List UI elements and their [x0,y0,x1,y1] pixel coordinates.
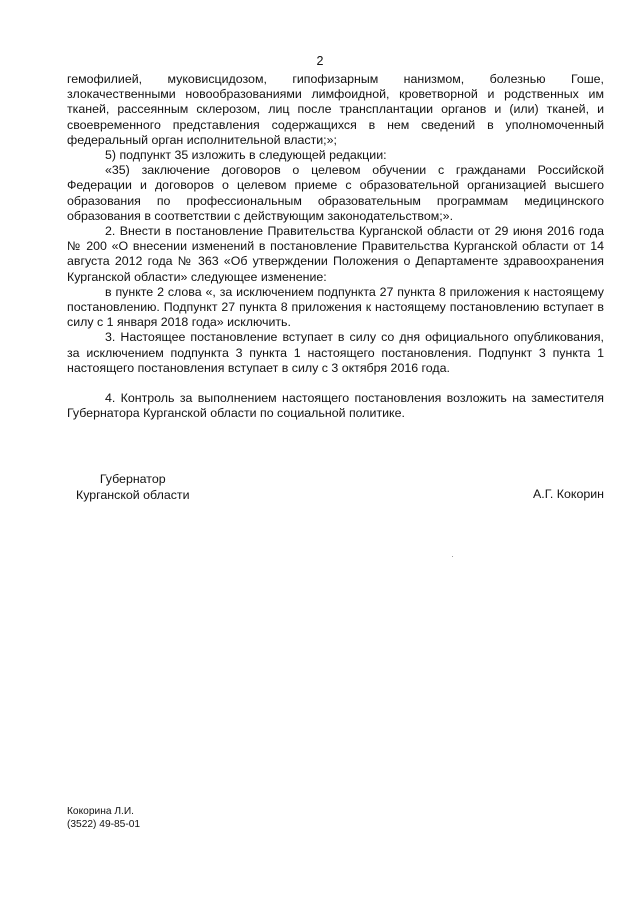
paragraph-subpoint-5: 5) подпункт 35 изложить в следующей редакции: [105,148,387,163]
paragraph-subpoint-35-text: «35) заключение договоров о целевом обучении с гражданами Российской Федерации и договоров о целевом приеме с образовательной организацией высшего образования по профессиональным образовательным программам медицинского образования в соответствии с действующим законодательством;». [67,163,604,223]
paragraph-item-2-change: в пункте 2 слова «, за исключением подпункта 27 пункта 8 приложения к настоящему постановлению. Подпункт 27 пункта 8 приложения к настоящему постановлению вступает в силу с 1 января 2018 года» исключить. [67,284,604,330]
paragraph-item-4: 4. Контроль за выполнением настоящего постановления возложить на заместителя Губернатора Курганской области по социальной политике. [67,391,604,421]
executor-phone: (3522) 49-85-01 [67,818,141,830]
signature-title-line2: Курганской области [76,487,190,502]
document-body [67,72,604,421]
page-number: 2 [316,54,324,68]
scan-speck [452,556,453,557]
signature-title [76,472,190,503]
executor-name: Кокорина Л.И. [67,806,134,817]
signature-name: А.Г. Кокорин [532,487,604,501]
paragraph-item-3: 3. Настоящее постановление вступает в силу со дня официального опубликования, за исключением подпункта 3 пункта 1 настоящего постановления. Подпункт 3 пункта 1 настоящего постановления вступает в силу с 3 октября 2016 года. [67,330,604,375]
signature-title-line1: Губернатор [99,472,166,486]
paragraph-item-2: 2. Внести в постановление Правительства Курганской области от 29 июня 2016 года № 200 «О внесении изменений в постановление Правительства Курганской области от 14 августа 2012 года № 363 «Об утверждении Положения о Департаменте здравоохранения Курганской области» следующее изменение: [67,224,604,284]
paragraph-continuation: гемофилией, муковисцидозом, гипофизарным нанизмом, болезнью Гоше, злокачественными новообразованиями лимфоидной, кроветворной и родственных им тканей, рассеянным склерозом, лиц после трансплантации органов и (или) тканей, и своевременного представления содержащихся в нем сведений в уполномоченный федеральный орган исполнительной власти;»; [67,72,604,147]
executor-info [67,806,140,832]
